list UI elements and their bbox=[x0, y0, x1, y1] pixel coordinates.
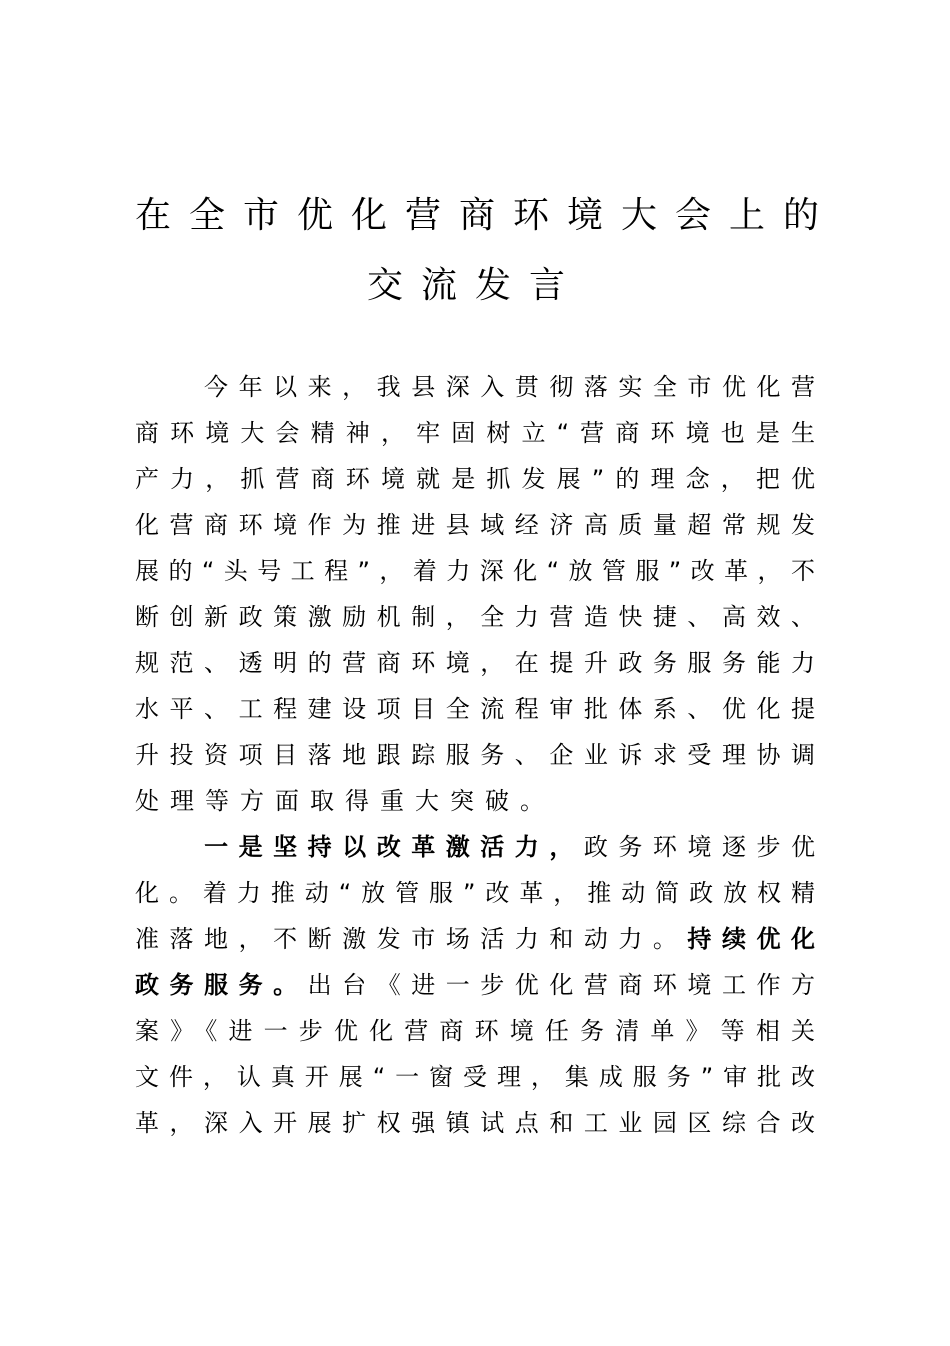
paragraph-1-line-6: 断创新政策激励机制，全力营造快捷、高效、 bbox=[135, 603, 815, 631]
paragraph-2-line-3 bbox=[135, 916, 815, 962]
paragraph-1-line-8: 水平、工程建设项目全流程审批体系、优化提 bbox=[135, 695, 815, 723]
paragraph-2-line-4-bold: 政务服务。 bbox=[135, 971, 308, 999]
document-body bbox=[135, 364, 815, 1146]
paragraph-2-line-2: 化。着力推动“放管服”改革，推动简政放权精 bbox=[135, 879, 815, 907]
paragraph-2-bold-lead: 一是坚持以改革激活力， bbox=[204, 833, 584, 861]
paragraph-2-line-5: 案》《进一步优化营商环境任务清单》等相关 bbox=[135, 1017, 815, 1045]
paragraph-1-line-9: 升投资项目落地跟踪服务、企业诉求受理协调 bbox=[135, 741, 815, 769]
paragraph-2-line-4 bbox=[135, 962, 815, 1008]
paragraph-2-line-1 bbox=[135, 824, 815, 870]
paragraph-2-line-3-normal: 准落地，不断激发市场活力和动力。 bbox=[135, 925, 688, 953]
paragraph-1-line-7: 规范、透明的营商环境，在提升政务服务能力 bbox=[135, 649, 815, 677]
paragraph-2-line-3-bold: 持续优化 bbox=[687, 925, 815, 953]
paragraph-1-line-10: 处理等方面取得重大突破。 bbox=[135, 787, 555, 815]
paragraph-2-indent bbox=[135, 833, 204, 861]
paragraph-1-line-1: 今年以来，我县深入贯彻落实全市优化营 bbox=[135, 373, 815, 401]
paragraph-2-line-7: 革，深入开展扩权强镇试点和工业园区综合改 bbox=[135, 1109, 815, 1137]
paragraph-1-line-3: 产力，抓营商环境就是抓发展”的理念，把优 bbox=[135, 465, 815, 493]
paragraph-2-line-4-rest: 出台《进一步优化营商环境工作方 bbox=[307, 971, 815, 999]
paragraph-1-line-5: 展的“头号工程”，着力深化“放管服”改革，不 bbox=[135, 557, 815, 585]
paragraph-1-line-4: 化营商环境作为推进县域经济高质量超常规发 bbox=[135, 511, 815, 539]
paragraph-2-line-1-rest: 政务环境逐步优 bbox=[583, 833, 815, 861]
paragraph-2-line-6: 文件，认真开展“一窗受理，集成服务”审批改 bbox=[135, 1063, 815, 1091]
paragraph-1-line-2: 商环境大会精神，牢固树立“营商环境也是生 bbox=[135, 419, 815, 447]
document-title-line-2: 交流发言 bbox=[366, 265, 583, 306]
document-title-line-1: 在全市优化营商环境大会上的 bbox=[135, 195, 838, 236]
